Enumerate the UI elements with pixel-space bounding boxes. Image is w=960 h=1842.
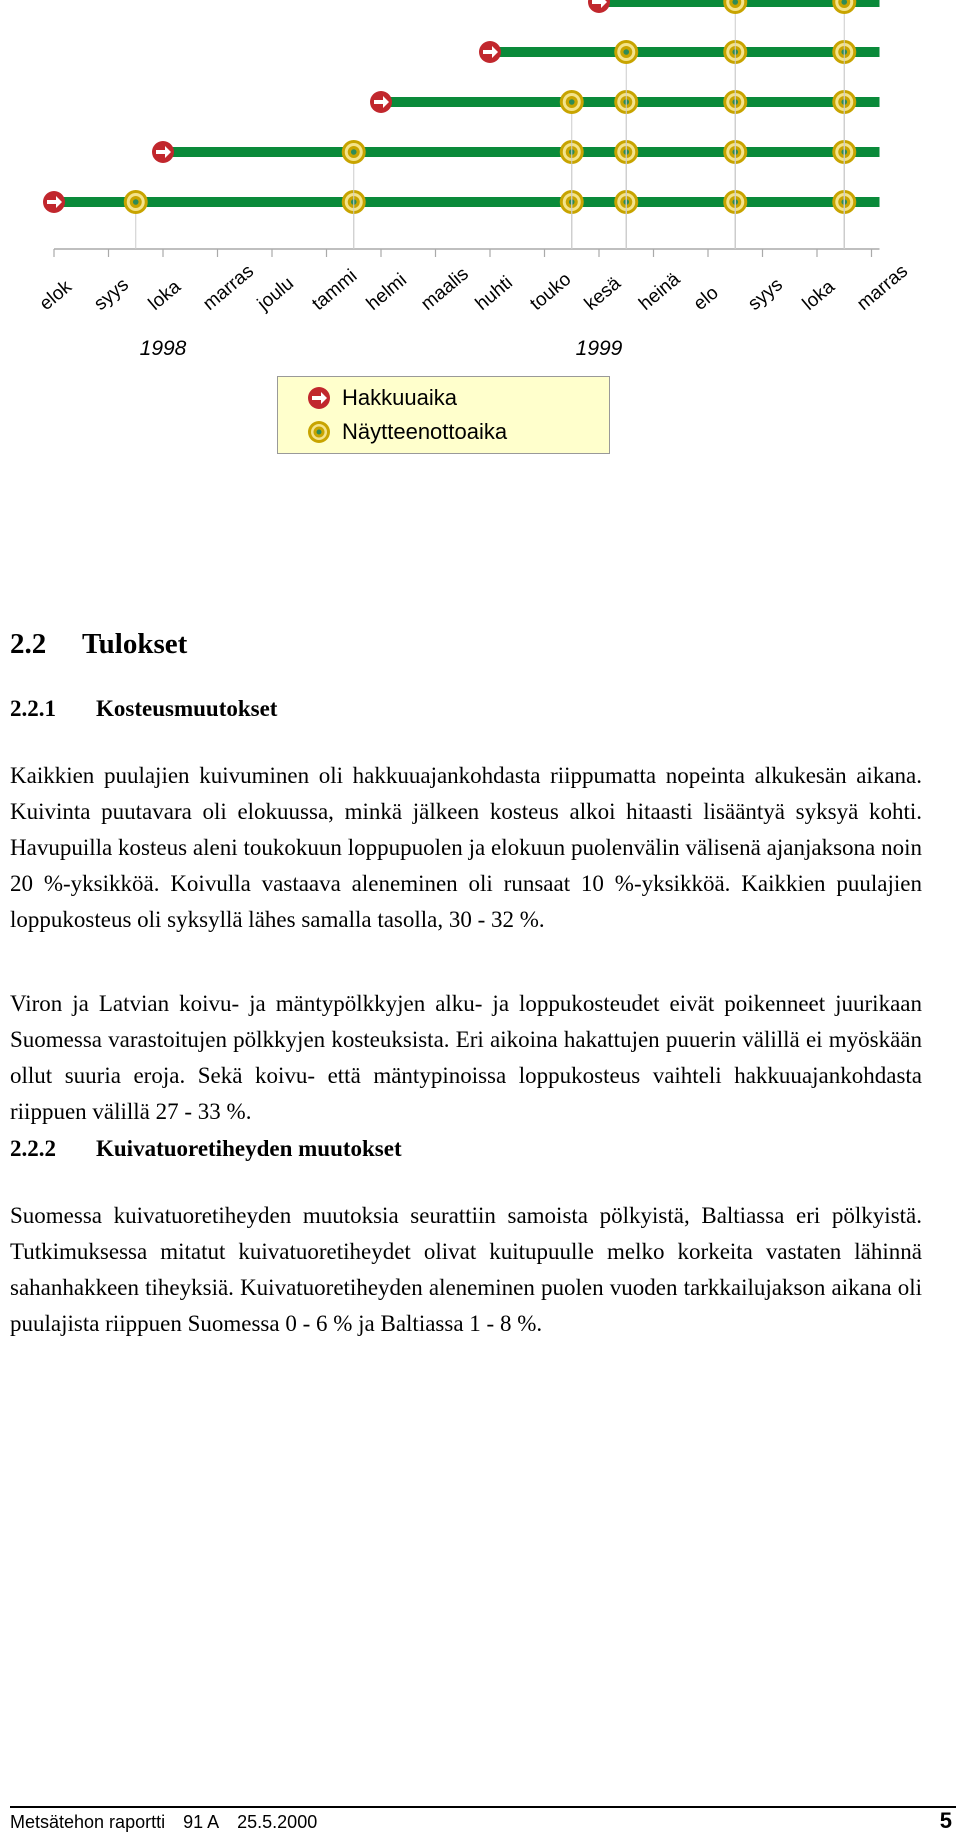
- harvest-marker: [152, 141, 174, 163]
- legend-row-sample: [306, 419, 507, 445]
- month-label: elo: [689, 282, 723, 315]
- harvest-series: [152, 140, 880, 249]
- month-label: loka: [144, 276, 185, 315]
- month-label: syys: [744, 274, 787, 315]
- footer-info: [10, 1812, 335, 1833]
- sample-marker: [614, 40, 638, 64]
- harvest-marker: [479, 41, 501, 63]
- month-label: heinä: [635, 268, 685, 315]
- month-label: maalis: [417, 263, 473, 315]
- month-label: loka: [798, 276, 839, 315]
- month-label: tammi: [308, 265, 362, 315]
- month-label: touko: [526, 268, 576, 315]
- sample-marker: [723, 0, 747, 14]
- month-label: joulu: [253, 272, 298, 315]
- section-number: 2.2: [10, 628, 47, 660]
- year-label: 1999: [575, 337, 623, 360]
- sample-target-icon: [306, 419, 332, 445]
- sample-marker: [560, 90, 584, 114]
- paragraph-density: Suomessa kuivatuoretiheyden muutoksia seurattiin samoista pölkyistä, Baltiassa eri pölkyistä. Tutkimuksessa mitatut kuivatuoretiheydet olivat kuitupuulle melko korkeita vastaten lähinnä sahanhakkeen tiheyksiä. Kuivatuoretiheyden aleneminen puolen vuoden tarkkailujakson aikana oli puulajista riippuen Suomessa 0 - 6 % ja Baltiassa 1 - 8 %.: [10, 1203, 922, 1336]
- month-label: elok: [35, 276, 76, 315]
- legend-harvest-label: Hakkuuaika: [342, 385, 457, 410]
- harvest-arrow-icon: [306, 385, 332, 411]
- subsection-title: Kosteusmuutokset: [96, 696, 278, 721]
- section-heading: [10, 628, 187, 661]
- section-title: Tulokset: [82, 628, 188, 660]
- legend-sample-label: Näytteenottoaika: [342, 419, 508, 444]
- year-label: 1998: [139, 337, 187, 360]
- harvest-series: [479, 40, 880, 249]
- footer-report-name: Metsätehon raportti: [10, 1812, 166, 1832]
- footer-rule: [10, 1806, 956, 1808]
- legend-row-harvest: [306, 385, 457, 411]
- month-label: marras: [199, 260, 259, 315]
- harvest-series: [370, 90, 880, 249]
- subsection-heading-moisture: [10, 696, 277, 722]
- timeline-legend: [277, 376, 610, 454]
- harvest-marker: [588, 0, 610, 13]
- subsection-title: Kuivatuoretiheyden muutokset: [96, 1136, 402, 1161]
- sample-marker: [832, 0, 856, 14]
- subsection-number: 2.2.1: [10, 696, 56, 721]
- month-label: syys: [90, 274, 133, 315]
- sample-marker: [124, 190, 148, 214]
- subsection-heading-density: [10, 1136, 402, 1162]
- month-label: marras: [853, 260, 913, 315]
- footer-date: 25.5.2000: [237, 1812, 318, 1832]
- footer-report-number: 91 A: [183, 1812, 220, 1832]
- page-number: 5: [939, 1808, 952, 1833]
- paragraph-moisture-2: Viron ja Latvian koivu- ja mäntypölkkyjen alku- ja loppukosteudet eivät poikenneet juurikaan Suomessa varastoitujen pölkkyjen kosteuksista. Eri aikoina hakattujen puuerin välillä ei myöskään ollut suuria eroja. Sekä koivu- että mäntypinoissa loppukosteus vaihteli hakkuuajankohdasta riippuen välillä 27 - 33 %.: [10, 991, 922, 1124]
- month-label: kesä: [580, 272, 625, 315]
- sample-marker: [342, 140, 366, 164]
- month-label: huhti: [471, 272, 517, 315]
- subsection-number: 2.2.2: [10, 1136, 56, 1161]
- month-label: helmi: [362, 269, 411, 315]
- harvest-series: [43, 190, 880, 249]
- paragraph-moisture-1: Kaikkien puulajien kuivuminen oli hakkuuajankohdasta riippumatta nopeinta alkukesän aikana. Kuivinta puutavara oli elokuussa, minkä jälkeen kosteus alkoi hitaasti lisääntyä syksyä kohti. Havupuilla kosteus aleni toukokuun loppupuolen ja elokuun puolenvälin välisenä ajanjaksona noin 20 %-yksikköä. Koivulla vastaava aleneminen oli runsaat 10 %-yksikköä. Kaikkien puulajien loppukosteus oli syksyllä lähes samalla tasolla, 30 - 32 %.: [10, 763, 922, 932]
- harvest-marker: [370, 91, 392, 113]
- harvest-marker: [43, 191, 65, 213]
